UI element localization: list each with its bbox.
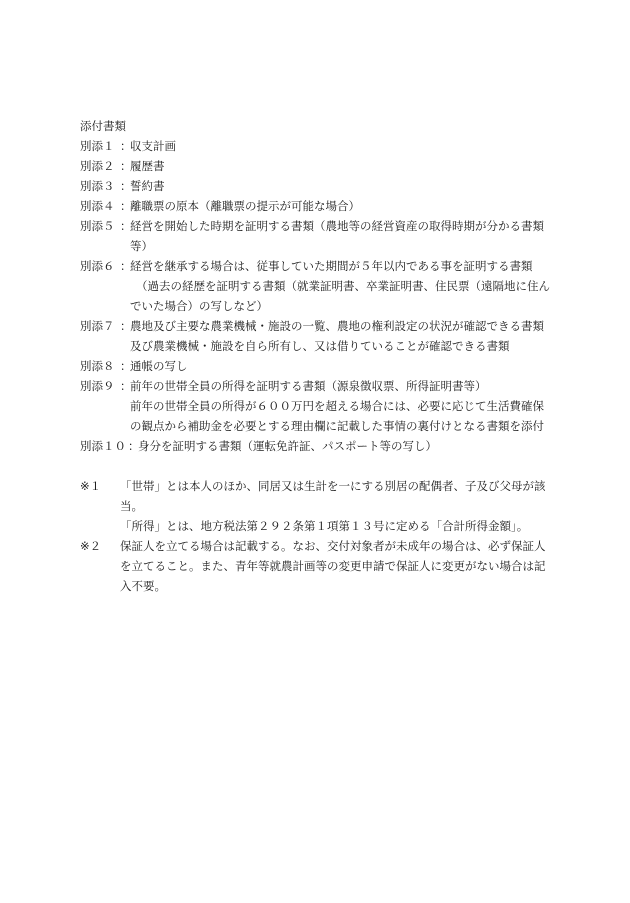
attachment-line: 農地及び主要な農業機械・施設の一覧、農地の権利設定の状況が確認できる書類 — [130, 319, 544, 333]
attachment-text — [130, 156, 560, 176]
attachments-heading: 添付書類 — [80, 119, 126, 133]
attachment-line: 身分を証明する書類（運転免許証、パスポート等の写し） — [138, 439, 437, 453]
attachment-line: 収支計画 — [130, 139, 176, 153]
attachment-text — [130, 216, 560, 256]
attachment-line: 誓約書 — [130, 179, 165, 193]
attachment-separator: ： — [120, 179, 132, 193]
note-text — [120, 536, 560, 596]
attachment-item-8 — [80, 356, 560, 376]
note-mark: ※２ — [80, 539, 102, 553]
attachment-text — [130, 356, 560, 376]
attachment-label: 別添５ — [80, 219, 115, 233]
attachment-item-7 — [80, 316, 560, 356]
note-line: を立てること。また、青年等就農計画等の変更申請で保証人に変更がない場合は記 — [120, 559, 546, 573]
attachment-label: 別添１ — [80, 139, 115, 153]
note-text — [120, 476, 560, 516]
attachment-item-3 — [80, 176, 560, 196]
attachment-line: 履歴書 — [130, 159, 165, 173]
attachment-label: 別添９ — [80, 379, 115, 393]
attachment-line: でいた場合）の写しなど） — [130, 299, 268, 313]
attachment-line: 経営を開始した時期を証明する書類（農地等の経営資産の取得時期が分かる書類 — [130, 219, 544, 233]
attachment-text — [130, 376, 560, 436]
attachment-separator: ： — [120, 319, 132, 333]
attachment-item-5 — [80, 216, 560, 256]
note-line: 当。 — [120, 499, 143, 513]
note-1-sub — [80, 516, 560, 536]
attachment-line: （過去の経歴を証明する書類（就業証明書、卒業証明書、住民票（遠隔地に住ん — [136, 279, 550, 293]
note-line: 入不要。 — [120, 579, 166, 593]
attachment-text — [130, 316, 560, 356]
attachment-label: 別添１０ — [80, 439, 126, 453]
attachment-text — [130, 136, 560, 156]
attachment-line: 及び農業機械・施設を自ら所有し、又は借りていることが確認できる書類 — [130, 339, 510, 353]
section-spacer — [80, 456, 560, 476]
attachment-item-10 — [80, 436, 560, 456]
note-mark: ※１ — [80, 479, 102, 493]
attachment-separator: ： — [120, 259, 132, 273]
note-2 — [80, 536, 560, 596]
note-1 — [80, 476, 560, 516]
attachment-line: 通帳の写し — [130, 359, 188, 373]
attachment-item-2 — [80, 156, 560, 176]
attachment-text — [130, 256, 560, 316]
attachment-separator: ： — [120, 139, 132, 153]
attachment-separator: ： — [128, 439, 140, 453]
attachment-separator: ： — [120, 199, 132, 213]
attachment-item-9 — [80, 376, 560, 436]
attachment-label: 別添２ — [80, 159, 115, 173]
attachment-line: 等） — [130, 239, 153, 253]
attachment-label: 別添８ — [80, 359, 115, 373]
attachment-line: 前年の世帯全員の所得を証明する書類（源泉徴収票、所得証明書等） — [130, 379, 487, 393]
attachment-text — [130, 196, 560, 216]
document-body — [80, 116, 560, 596]
note-line: 「世帯」とは本人のほか、同居又は生計を一にする別居の配偶者、子及び父母が該 — [120, 479, 546, 493]
note-sub-line: 「所得」とは、地方税法第２９２条第１項第１３号に定める「合計所得金額」。 — [120, 519, 529, 533]
attachment-separator: ： — [120, 219, 132, 233]
attachment-separator: ： — [120, 159, 132, 173]
attachment-text — [138, 436, 560, 456]
note-line: 保証人を立てる場合は記載する。なお、交付対象者が未成年の場合は、必ず保証人 — [120, 539, 546, 553]
attachment-separator: ： — [120, 359, 132, 373]
attachment-item-1 — [80, 136, 560, 156]
attachment-line: 離職票の原本（離職票の提示が可能な場合） — [130, 199, 360, 213]
attachment-line: 経営を継承する場合は、従事していた期間が５年以内である事を証明する書類 — [130, 259, 533, 273]
attachment-text — [130, 176, 560, 196]
attachment-item-6 — [80, 256, 560, 316]
attachment-line: 前年の世帯全員の所得が６００万円を超える場合には、必要に応じて生活費確保 — [130, 399, 544, 413]
attachment-label: 別添７ — [80, 319, 115, 333]
attachment-label: 別添４ — [80, 199, 115, 213]
attachment-line: の観点から補助金を必要とする理由欄に記載した事情の裏付けとなる書類を添付 — [130, 419, 544, 433]
attachment-label: 別添６ — [80, 259, 115, 273]
attachment-label: 別添３ — [80, 179, 115, 193]
attachment-separator: ： — [120, 379, 132, 393]
attachment-item-4 — [80, 196, 560, 216]
